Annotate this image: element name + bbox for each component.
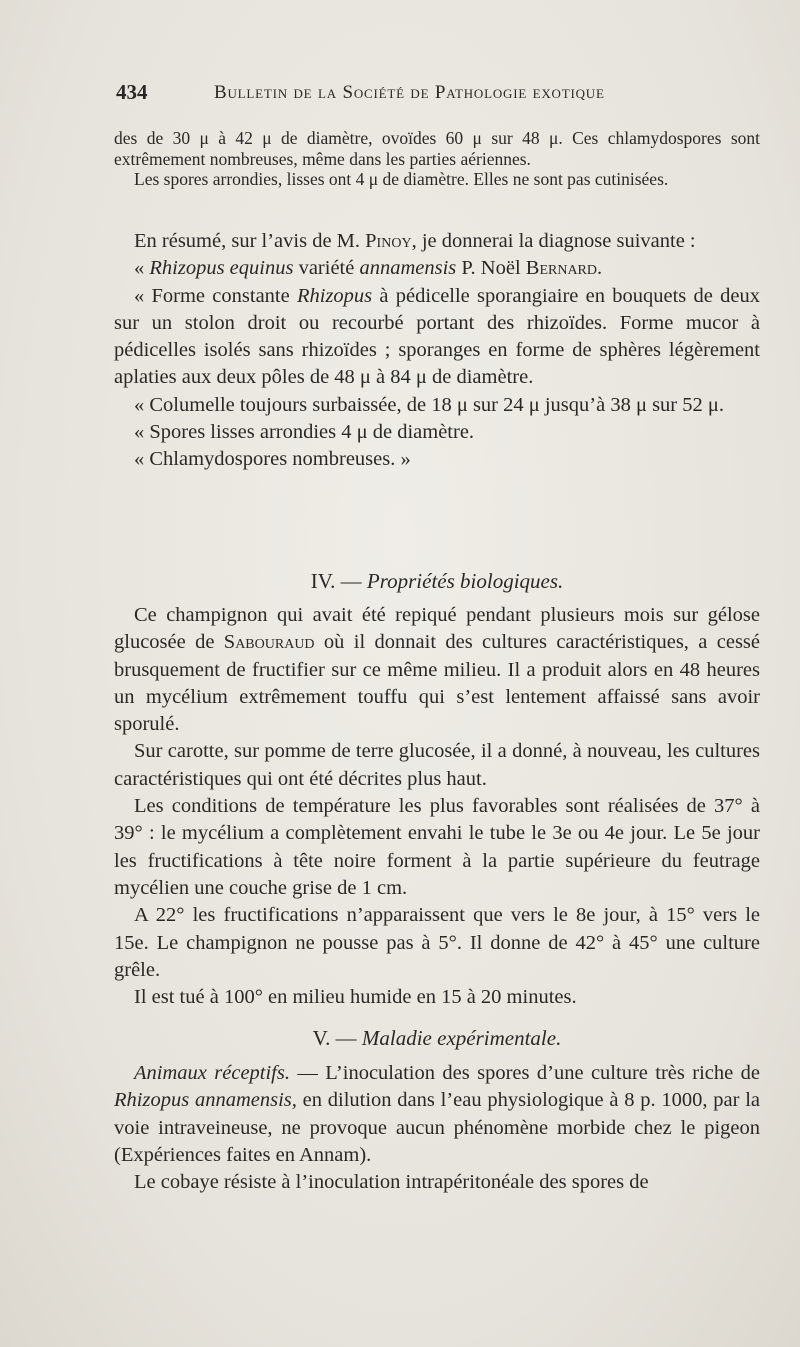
section-iv-paragraph-1: Ce champignon qui avait été repiqué pendant plusieurs mois sur gélose glucosée de Sabouraud où il donnait des cultures caractéristiques, a cessé brusquement de fructifier sur ce même milieu. Il a produit alors en 48 heures un mycélium extrêmement touffu qui s’est lentement affaissé sans avoir sporulé. (114, 604, 760, 736)
section-iv-body (114, 602, 760, 1011)
section-iv-paragraph-5: Il est tué à 100° en milieu humide en 15 à 20 minutes. (134, 986, 577, 1009)
chlamydospore-description (114, 128, 760, 190)
diagnosis-line-chlamydospores: « Chlamydospores nombreuses. » (134, 448, 411, 471)
page-number: 434 (116, 80, 148, 104)
diagnosis-line-columella: « Columelle toujours surbaissée, de 18 μ sur 24 μ jusqu’à 38 μ sur 52 μ. (134, 393, 724, 416)
section-v-paragraph-2: Le cobaye résiste à l’inoculation intrapéritonéale des spores de (134, 1171, 649, 1194)
section-v-body (114, 1060, 760, 1196)
summary-intro: En résumé, sur l’avis de M. Pinoy, je donnerai la diagnose suivante : (134, 230, 696, 252)
diagnosis-line-spores: « Spores lisses arrondies 4 μ de diamètre. (134, 421, 475, 444)
section-iv-paragraph-3: Les conditions de température les plus favorables sont réalisées de 37° à 39° : le mycélium a complètement envahi le tube le 3e ou 4e jour. Le 5e jour les fructifications à tête noire forment à la partie supérieure du feutrage mycélien une couche grise de 1 cm. (114, 795, 760, 899)
spores-paragraph: Les spores arrondies, lisses ont 4 μ de diamètre. Elles ne sont pas cutinisées. (134, 169, 669, 189)
section-iv-paragraph-2: Sur carotte, sur pomme de terre glucosée, il a donné, à nouveau, les cultures caractéristiques qui ont été décrites plus haut. (114, 740, 760, 790)
section-iv-paragraph-4: A 22° les fructifications n’apparaissent que vers le 8e jour, à 15° vers le 15e. Le champignon ne pousse pas à 5°. Il donne de 42° à 45° une culture grêle. (114, 904, 760, 981)
running-title: Bulletin de la Société de Pathologie exotique (214, 82, 605, 103)
diagnosis-line-form: « Forme constante Rhizopus à pédicelle sporangiaire en bouquets de deux sur un stolon droit ou recourbé portant des rhizoïdes. Forme mucor à pédicelles isolés sans rhizoïdes ; sporanges en forme de sphères légèrement aplaties aux deux pôles de 48 μ à 84 μ de diamètre. (114, 284, 760, 389)
diagnosis-line-species: « Rhizopus equinus variété annamensis P. Noël Bernard. (134, 257, 603, 280)
chlamydospore-paragraph: des de 30 μ à 42 μ de diamètre, ovoïdes 60 μ sur 48 μ. Ces chlamydospores sont extrêmement nombreuses, même dans les parties aériennes. (114, 128, 760, 169)
section-heading-v: V. — Maladie expérimentale. (312, 1026, 562, 1050)
section-heading-iv: IV. — Propriétés biologiques. (310, 569, 564, 593)
page-header (116, 80, 756, 110)
section-v-paragraph-1: Animaux réceptifs. — L’inoculation des spores d’une culture très riche de Rhizopus annamensis, en dilution dans l’eau physiologique à 8 p. 1000, par la voie intraveineuse, ne provoque aucun phénomène morbide chez le pigeon (Expériences faites en Annam). (114, 1062, 760, 1166)
diagnosis-summary (114, 228, 760, 474)
